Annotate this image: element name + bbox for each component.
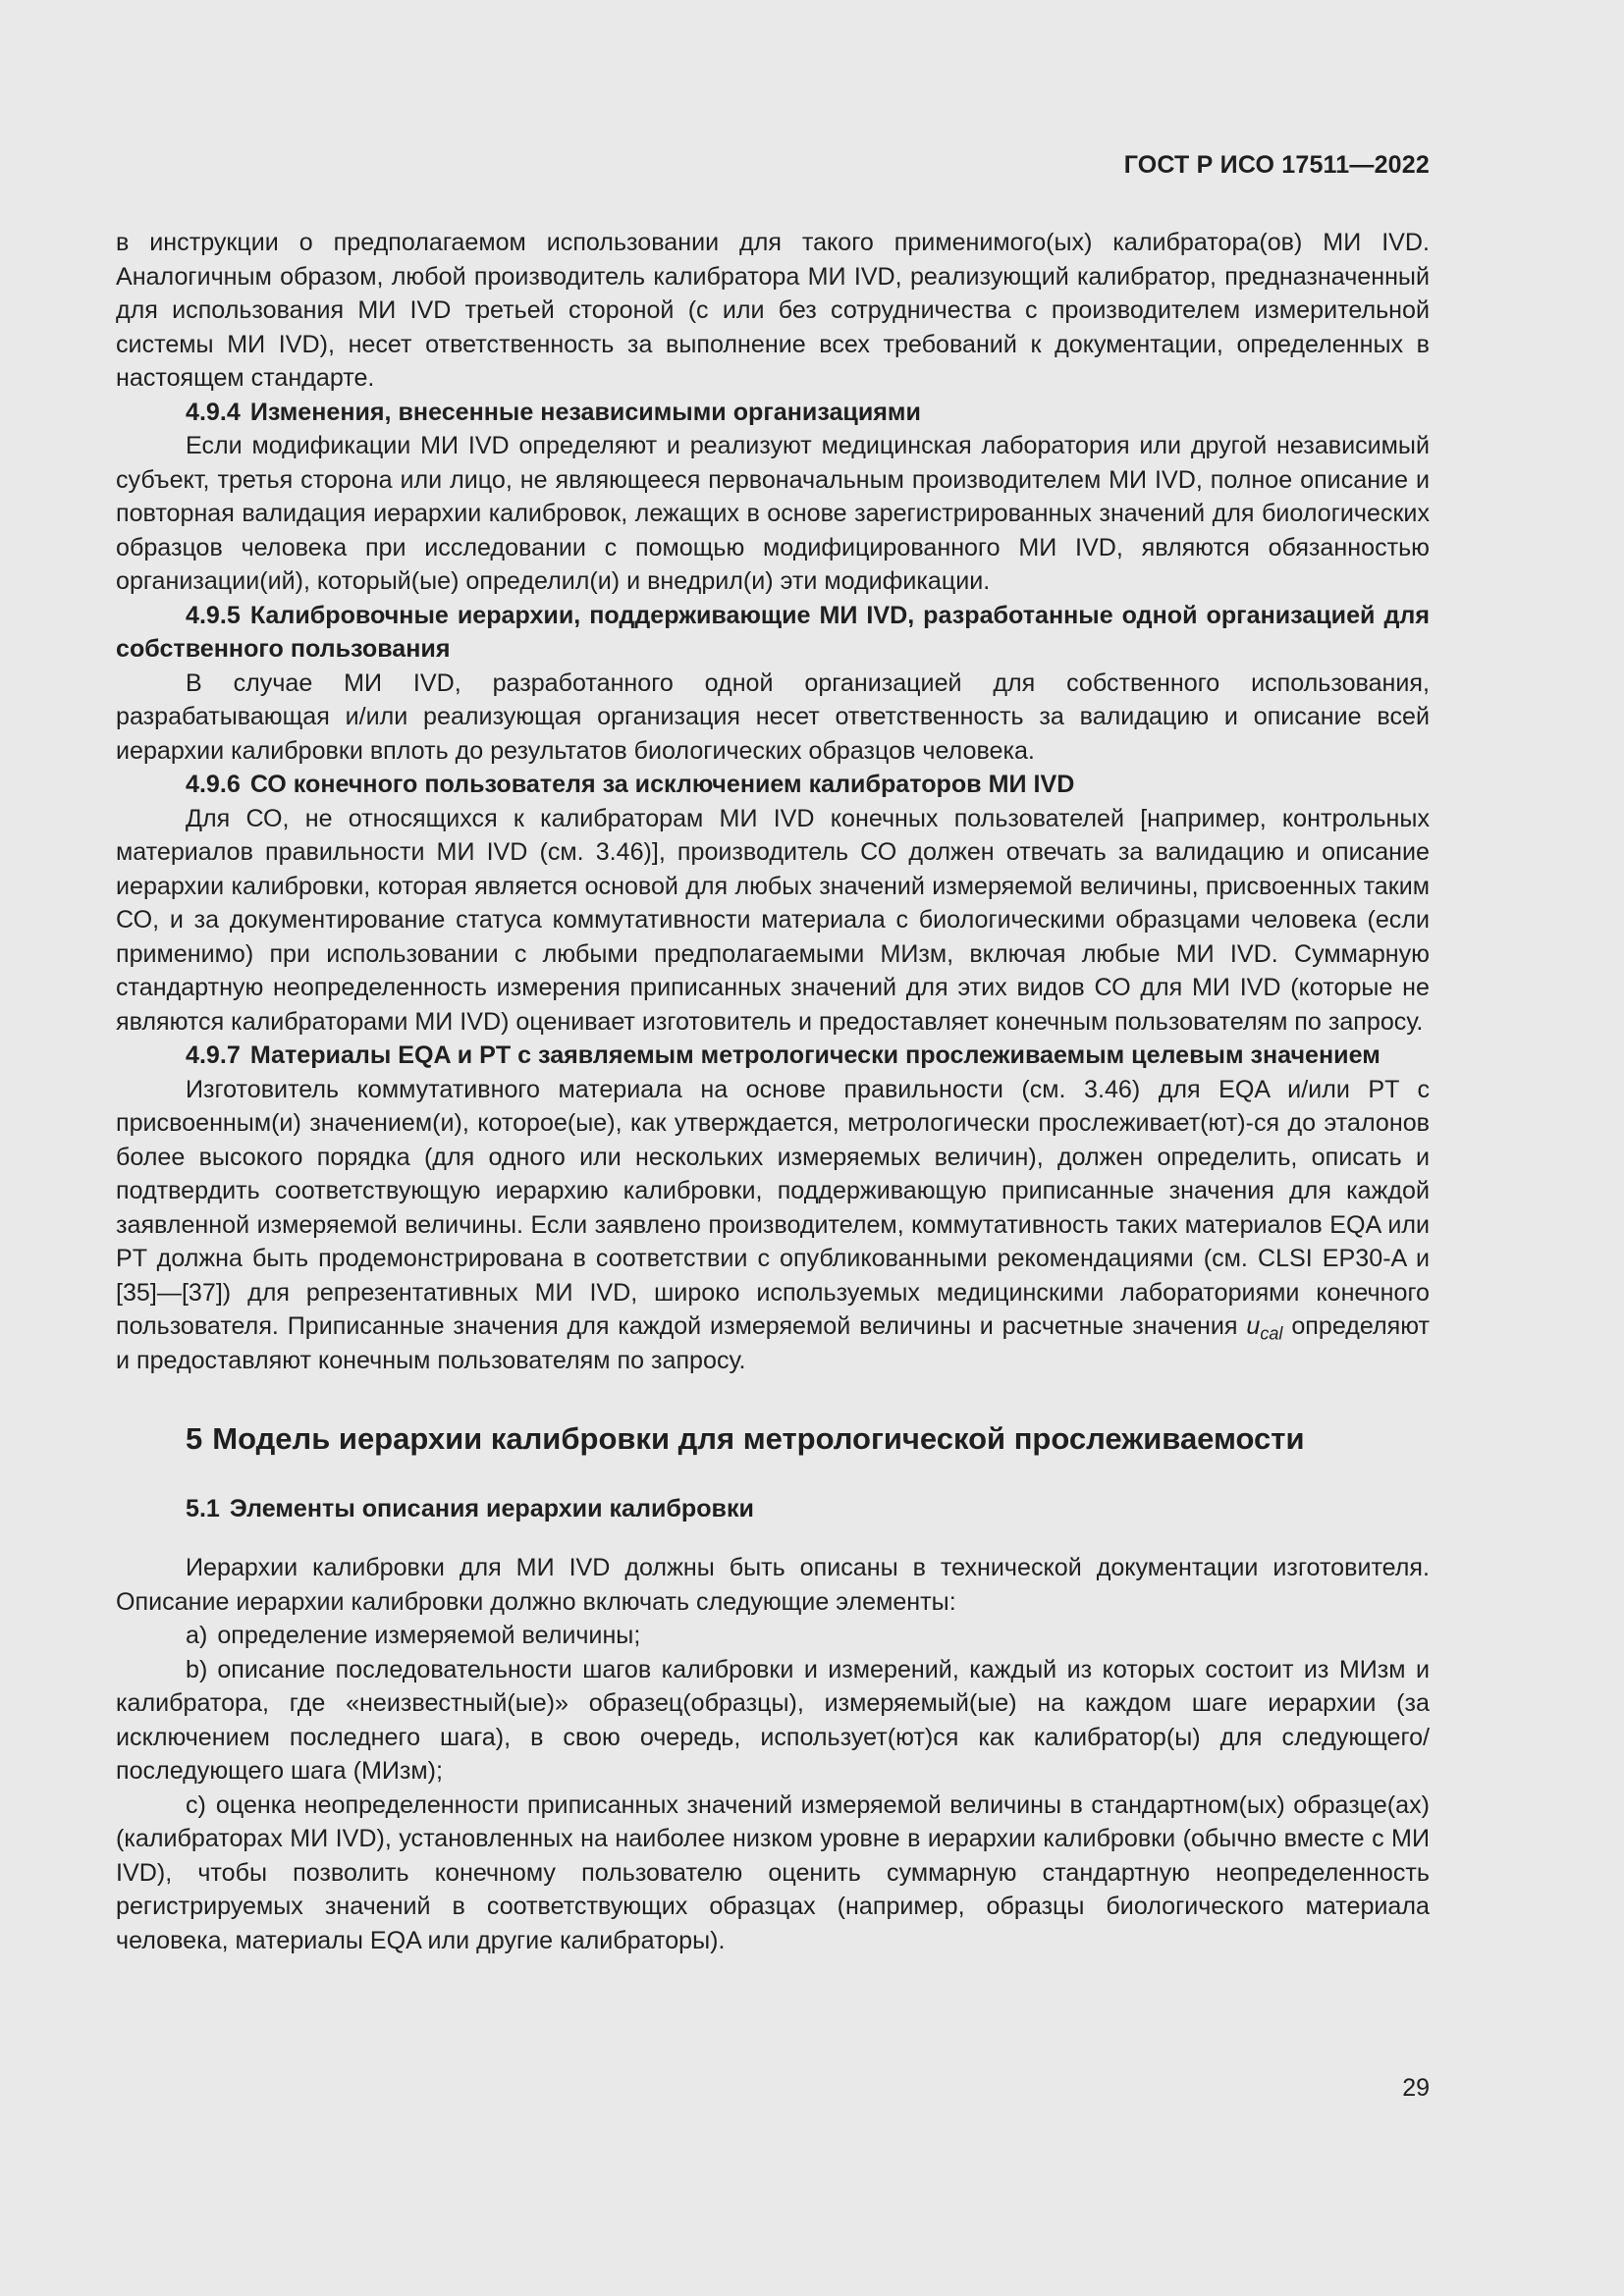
heading-4-9-6 <box>116 768 1430 802</box>
section-5-title <box>186 1419 1430 1459</box>
list-marker: b) <box>186 1655 208 1683</box>
page-number: 29 <box>1402 2074 1430 2102</box>
heading-4-9-4 <box>116 396 1430 430</box>
heading-title: Калибровочные иерархии, поддерживающие МИ IVD, разработанные одной организацией для собственного пользования <box>116 601 1430 663</box>
paragraph-4-9-6: Для СО, не относящихся к калибраторам МИ IVD конечных пользователей [например, контрольных материалов правильности МИ IVD (см. 3.46)], производитель СО должен отвечать за валидацию и описание иерархии калибровки, которая является основой для любых значений измеряемой величины, присвоенных таким СО, и за документирование статуса коммутативности материала с биологическими образцами человека (если применимо) при использовании с любыми предполагаемыми МИзм, включая любые МИ IVD. Суммарную стандартную неопределенность измерения приписанных значений для этих видов СО для МИ IVD (которые не являются калибраторами МИ IVD) оценивает изготовитель и предоставляет конечным пользователям по запросу. <box>116 804 1430 1036</box>
variable-subscript: cal <box>1260 1323 1283 1344</box>
heading-title: СО конечного пользователя за исключением калибраторов МИ IVD <box>249 771 1075 798</box>
heading-number: 4.9.7 <box>186 1041 241 1069</box>
variable-u-cal <box>1246 1312 1283 1344</box>
paragraph-4-9-5: В случае МИ IVD, разработанного одной организацией для собственного использования, разрабатывающая и/или реализующая организация несет ответственность за валидацию и описание всей иерархии калибровки вплоть до результатов биологических образцов человека. <box>116 668 1430 765</box>
paragraph-5-1: Иерархии калибровки для МИ IVD должны быть описаны в технической документации изготовителя. Описание иерархии калибровки должно включать следующие элементы: <box>116 1554 1430 1616</box>
list-text: оценка неопределенности приписанных значений измеряемой величины в стандартном(ых) образце(ах) (калибраторах МИ IVD), установленных на наиболее низком уровне в иерархии калибровки (обычно вместе с МИ IVD), чтобы позволить конечному пользователю оценить суммарную стандартную неопределенность регистрируемых значений в соответствующих образцах (например, образцы биологического материала человека, материалы EQA или другие калибраторы). <box>116 1790 1430 1954</box>
list-item-b <box>116 1653 1430 1789</box>
heading-title: Изменения, внесенные независимыми организациями <box>249 398 921 426</box>
subsection-number: 5.1 <box>186 1495 220 1522</box>
variable-main: u <box>1246 1312 1261 1340</box>
page-content <box>116 226 1430 1957</box>
intro-paragraph: в инструкции о предполагаемом использовании для такого применимого(ых) калибратора(ов) МИ IVD. Аналогичным образом, любой производитель калибратора МИ IVD, реализующий калибратор, предназначенный для использования МИ IVD третьей стороной (с или без сотрудничества с производителем измерительной системы МИ IVD), несет ответственность за выполнение всех требований к документации, определенных в настоящем стандарте. <box>116 229 1430 392</box>
paragraph-text-after: определяют и предоставляют конечным пользователям по запросу. <box>116 1312 1430 1374</box>
paragraph-4-9-4: Если модификации МИ IVD определяют и реализуют медицинская лаборатория или другой независимый субъект, третья сторона или лицо, не являющееся первоначальным производителем МИ IVD, полное описание и повторная валидация иерархии калибровок, лежащих в основе зарегистрированных значений для биологических образцов человека при исследовании с помощью модифицированного МИ IVD, являются обязанностью организации(ий), который(ые) определил(и) и внедрил(и) эти модификации. <box>116 432 1430 595</box>
subsection-title: Элементы описания иерархии калибровки <box>229 1495 754 1522</box>
paragraph-4-9-7 <box>116 1073 1430 1378</box>
list-marker: c) <box>186 1790 206 1819</box>
section-number: 5 <box>186 1421 203 1456</box>
list-item-c <box>116 1789 1430 1958</box>
list-text: определение измеряемой величины; <box>217 1622 641 1649</box>
heading-number: 4.9.5 <box>186 601 241 629</box>
heading-title: Материалы EQA и PT с заявляемым метрологически прослеживаемым целевым значением <box>249 1041 1380 1069</box>
subsection-5-1-title <box>186 1492 1430 1525</box>
section-title: Модель иерархии калибровки для метрологической прослеживаемости <box>212 1421 1305 1456</box>
heading-4-9-5 <box>116 599 1430 667</box>
list-marker: a) <box>186 1622 208 1649</box>
list-item-a <box>116 1619 1430 1653</box>
heading-number: 4.9.4 <box>186 398 241 426</box>
heading-number: 4.9.6 <box>186 771 241 798</box>
paragraph-text-before: Изготовитель коммутативного материала на основе правильности (см. 3.46) для EQA и/или PT с присвоенным(и) значением(и), котороe(ые), как утверждается, метрологически прослеживает(ют)-ся до эталонов более высокого порядка (для одного или нескольких измеряемых величин), должен определить, описать и подтвердить соответствующую иерархию калибровки, поддерживающую приписанные значения для каждой заявленной измеряемой величины. Если заявлено производителем, коммутативность таких материалов EQA или PT должна быть продемонстрирована в соответствии с опубликованными рекомендациями (см. CLSI EP30-A и [35]—[37]) для репрезентативных МИ IVD, широко используемых медицинскими лабораториями конечного пользователя. Приписанные значения для каждой измеряемой величины и расчетные значения <box>116 1075 1430 1340</box>
heading-4-9-7 <box>116 1039 1430 1073</box>
list-text: описание последовательности шагов калибровки и измерений, каждый из которых состоит из МИзм и калибратора, где «неизвестный(ые)» образец(образцы), измеряемый(ые) на каждом шаге иерархии (за исключением последнего шага), в свою очередь, использует(ют)ся как калибратор(ы) для следующего/последующего шага (МИзм); <box>116 1655 1430 1785</box>
document-code: ГОСТ Р ИСО 17511—2022 <box>1123 151 1430 179</box>
